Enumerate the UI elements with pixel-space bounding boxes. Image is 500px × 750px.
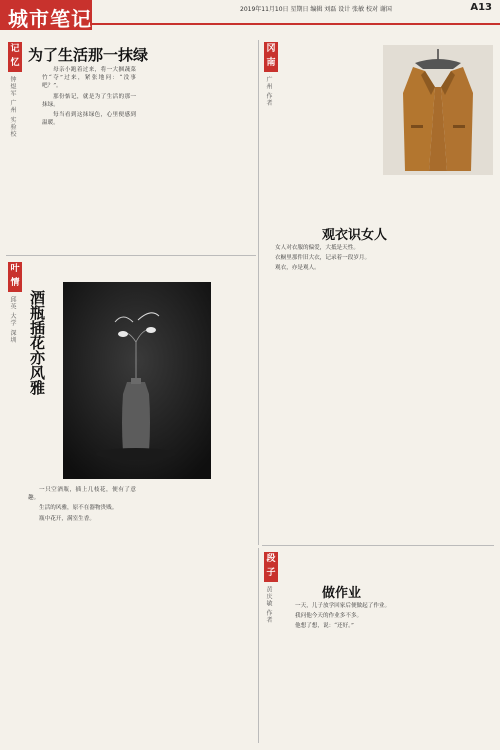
coat-photo xyxy=(383,45,493,175)
article-body xyxy=(264,244,492,540)
headline-green-life: 为了生活那一抹绿 xyxy=(28,46,149,64)
article-tag-wind xyxy=(264,42,278,107)
byline: 广州 作者 xyxy=(265,76,272,107)
tag-label: 记忆 xyxy=(8,42,22,72)
article-tag-leaf xyxy=(8,262,22,344)
section-rule xyxy=(6,255,256,256)
paragraph: 那份惦记，就是为了生活的那一抹绿。 xyxy=(42,93,136,108)
article-body xyxy=(284,602,492,742)
page-number: A13 xyxy=(470,2,492,13)
red-rule xyxy=(92,23,500,25)
paragraph: 瓶中花开，满室生香。 xyxy=(39,515,95,522)
byline: 邱英 大学 深圳 xyxy=(9,296,16,344)
article-tag-memory xyxy=(8,42,22,138)
paragraph: 衣橱里那件旧大衣，记录着一段岁月。 xyxy=(275,255,371,262)
paragraph: 每当看到这抹绿色，心里便感到温暖。 xyxy=(42,112,136,127)
headline-homework: 做作业 xyxy=(322,586,362,601)
section-rule xyxy=(262,545,494,546)
paragraph: 我问他今天的作业多不多。 xyxy=(295,613,363,620)
column-rule xyxy=(258,40,259,545)
paragraph: 女人对衣服的偏爱，大抵是天性。 xyxy=(275,245,359,251)
tag-label: 叶情 xyxy=(8,262,22,292)
paragraph: 一只空酒瓶，插上几枝花，便有了意趣。 xyxy=(28,487,136,502)
paragraph: 一天，儿子放学回家后便做起了作业。 xyxy=(295,603,391,609)
article-body xyxy=(42,66,136,252)
paragraph: 他想了想，说：“还好。” xyxy=(295,623,354,630)
article-body xyxy=(28,486,136,742)
tag-label: 冈南 xyxy=(264,42,278,72)
paragraph: 观衣，亦是观人。 xyxy=(275,265,320,272)
byline: 钟煜军 广州 实验校 xyxy=(9,76,16,138)
paragraph: 母亲小跑着过来，将一大捆蔬菜竹“夺”过来，紧张地问：“没事吧？”。 xyxy=(42,67,136,90)
section-tab xyxy=(0,0,92,30)
article-body-continued xyxy=(146,486,254,742)
section-title: 城市笔记 xyxy=(8,7,92,31)
paragraph: 生活的风雅，原不在器物贵贱。 xyxy=(39,505,118,512)
byline: 黄庆敏 作者 xyxy=(265,586,272,624)
article-tag-jokes xyxy=(264,552,278,624)
column-rule xyxy=(258,548,259,743)
tag-label: 段子 xyxy=(264,552,278,582)
still-life-photo xyxy=(63,282,211,479)
issue-meta: 2019年11月10日 星期日 编辑 刘磊 设计 张敏 校对 谢国 xyxy=(240,6,392,13)
headline-vase-flowers: 酒瓶插花亦风雅 xyxy=(28,290,46,395)
headline-women-clothes: 观衣识女人 xyxy=(322,228,388,243)
article-body-continued xyxy=(146,66,254,252)
